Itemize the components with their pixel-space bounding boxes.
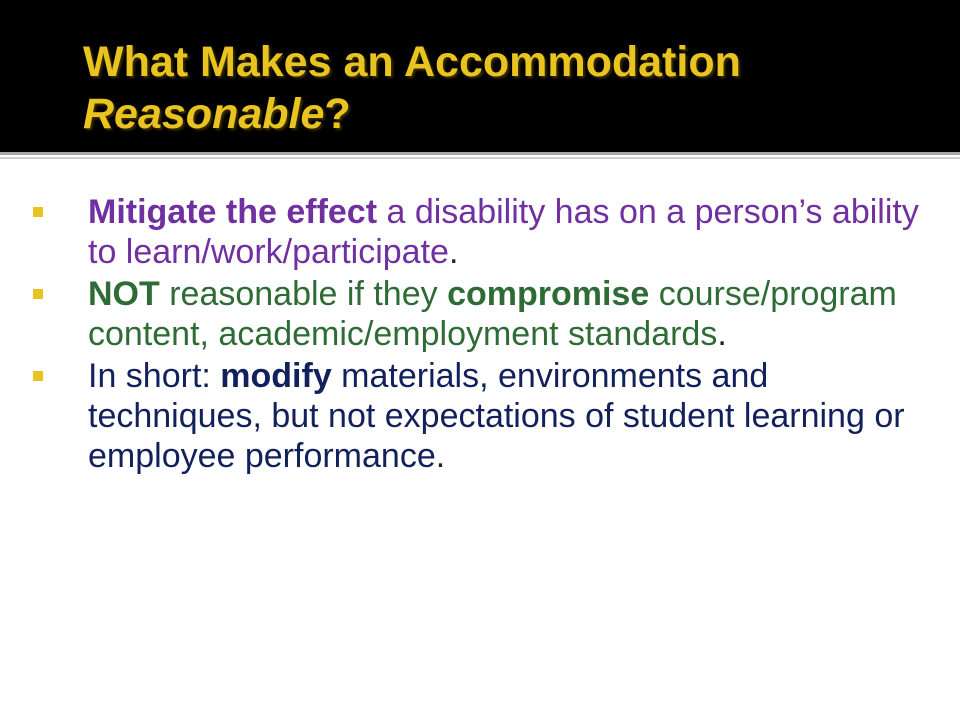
slide-title [83,36,943,140]
bullet-3-period: . [435,437,446,475]
bullet-1-period: . [448,233,459,271]
title-question-mark: ? [324,90,351,138]
bullet-3-text [88,357,905,475]
bullet-1-bold: Mitigate the effect [88,193,378,231]
bullet-3-body-a: In short: [88,357,221,395]
bullet-1-body: a disability has on a person’s ability to learn/work/participate [88,193,919,271]
bullet-2-period: . [717,315,727,353]
title-line-1: What Makes an Accommodation [83,38,741,86]
square-bullet-icon [33,207,43,217]
title-bar [0,0,960,152]
bullet-1-text [88,193,919,271]
bullet-item-in-short [0,356,960,476]
bullet-2-bold: NOT [88,275,160,313]
bullet-2-body-b: course/program content, academic/employment standards [88,275,897,353]
square-bullet-icon [33,289,43,299]
bullet-3-body-b: materials, environments and techniques, but not expectations of student learning or employee performance [88,357,905,475]
bullet-list [0,192,960,478]
bullet-2-text [88,275,897,353]
bullet-2-bold-2: compromise [447,275,650,313]
square-bullet-icon [33,371,43,381]
bullet-3-bold: modify [220,357,332,395]
title-divider-secondary [0,157,960,159]
bullet-item-not-reasonable [0,274,960,354]
title-emphasis: Reasonable [83,90,325,138]
title-divider [0,152,960,155]
bullet-2-body-a: reasonable if they [159,275,448,313]
bullet-item-mitigate [0,192,960,272]
